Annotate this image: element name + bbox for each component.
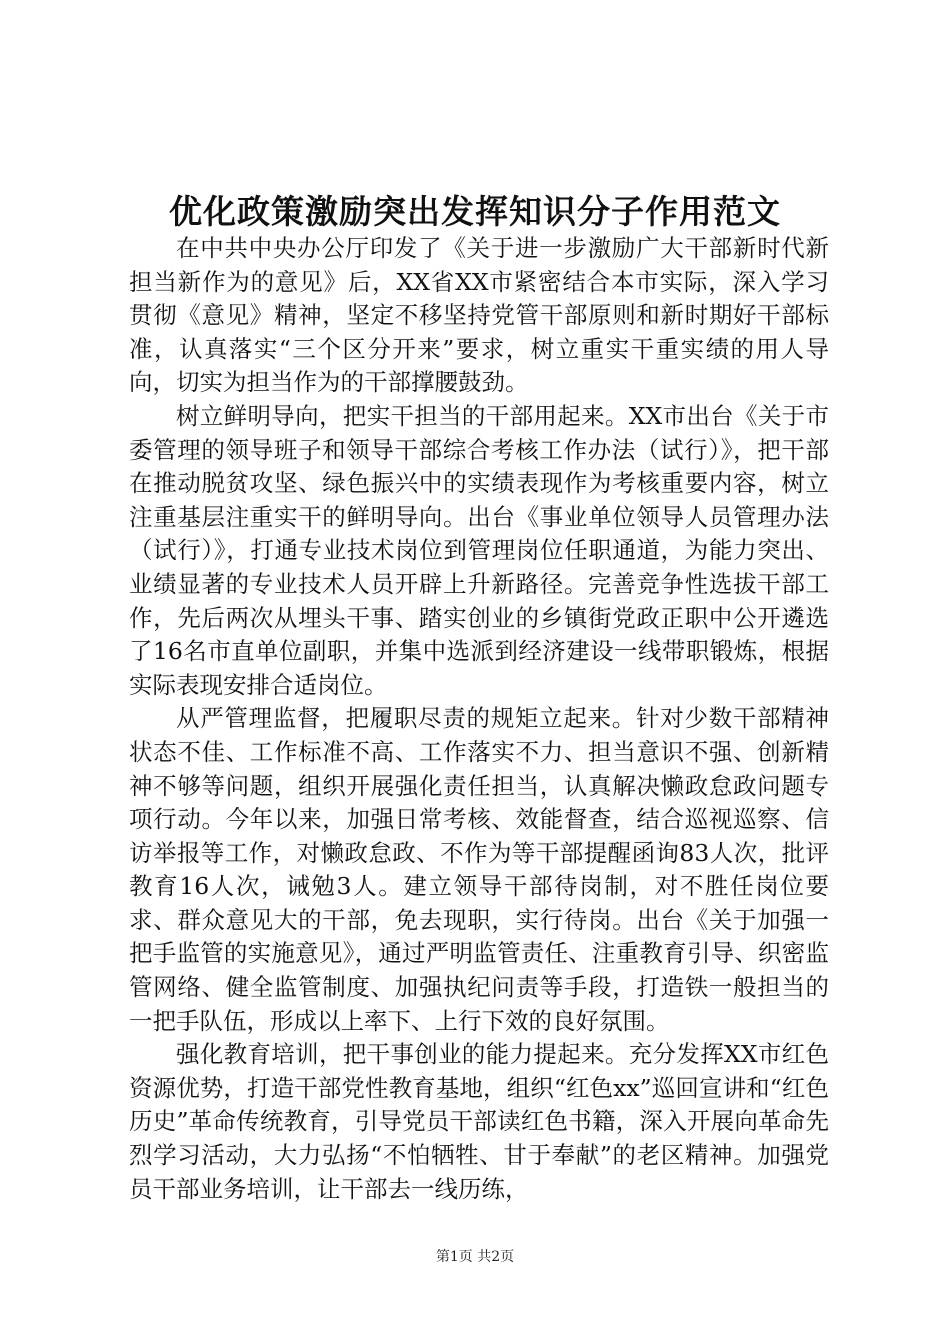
page-footer: 第1页 共2页 — [435, 1249, 515, 1265]
document-title: 优化政策激励突出发挥知识分子作用范文 — [169, 192, 781, 231]
paragraph-2: 树立鲜明导向，把实干担当的干部用起来。XX市出台《关于市委管理的领导班子和领导干部综合考核工作办法（试行）》，把干部在推动脱贫攻坚、绿色振兴中的实绩表现作为考核重要内容，树立注重基层注重实干的鲜明导向。出台《事业单位领导人员管理办法（试行）》，打通专业技术岗位到管理岗位任职通道，为能力突出、业绩显著的专业技术人员开辟上升新路径。完善竞争性选拔干部工作，先后两次从埋头干事、踏实创业的乡镇街党政正职中公开遴选了16名市直单位副职，并集中选派到经济建设一线带职锻炼，根据实际表现安排合适岗位。 — [129, 401, 829, 699]
paragraph-4: 强化教育培训，把干事创业的能力提起来。充分发挥XX市红色资源优势，打造干部党性教育基地，组织“红色xx”巡回宣讲和“红色历史”革命传统教育，引导党员干部读红色书籍，深入开展向革命先烈学习活动，大力弘扬“不怕牺牲、甘于奉献”的老区精神。加强党员干部业务培训，让干部去一线历练， — [129, 1040, 829, 1203]
paragraph-3: 从严管理监督，把履职尽责的规矩立起来。针对少数干部精神状态不佳、工作标准不高、工作落实不力、担当意识不强、创新精神不够等问题，组织开展强化责任担当，认真解决懒政怠政问题专项行动。今年以来，加强日常考核、效能督查，结合巡视巡察、信访举报等工作，对懒政怠政、不作为等干部提醒函询83人次，批评教育16人次，诫勉3人。建立领导干部待岗制，对不胜任岗位要求、群众意见大的干部，免去现职，实行待岗。出台《关于加强一把手监管的实施意见》，通过严明监管责任、注重教育引导、织密监管网络、健全监管制度、加强执纪问责等手段，打造铁一般担当的一把手队伍，形成以上率下、上行下效的良好氛围。 — [129, 704, 829, 1035]
document-body — [129, 232, 829, 1206]
paragraph-1: 在中共中央办公厅印发了《关于进一步激励广大干部新时代新担当新作为的意见》后，XX省XX市紧密结合本市实际，深入学习贯彻《意见》精神，坚定不移坚持党管干部原则和新时期好干部标准，认真落实“三个区分开来”要求，树立重实干重实绩的用人导向，切实为担当作为的干部撑腰鼓劲。 — [129, 234, 829, 397]
